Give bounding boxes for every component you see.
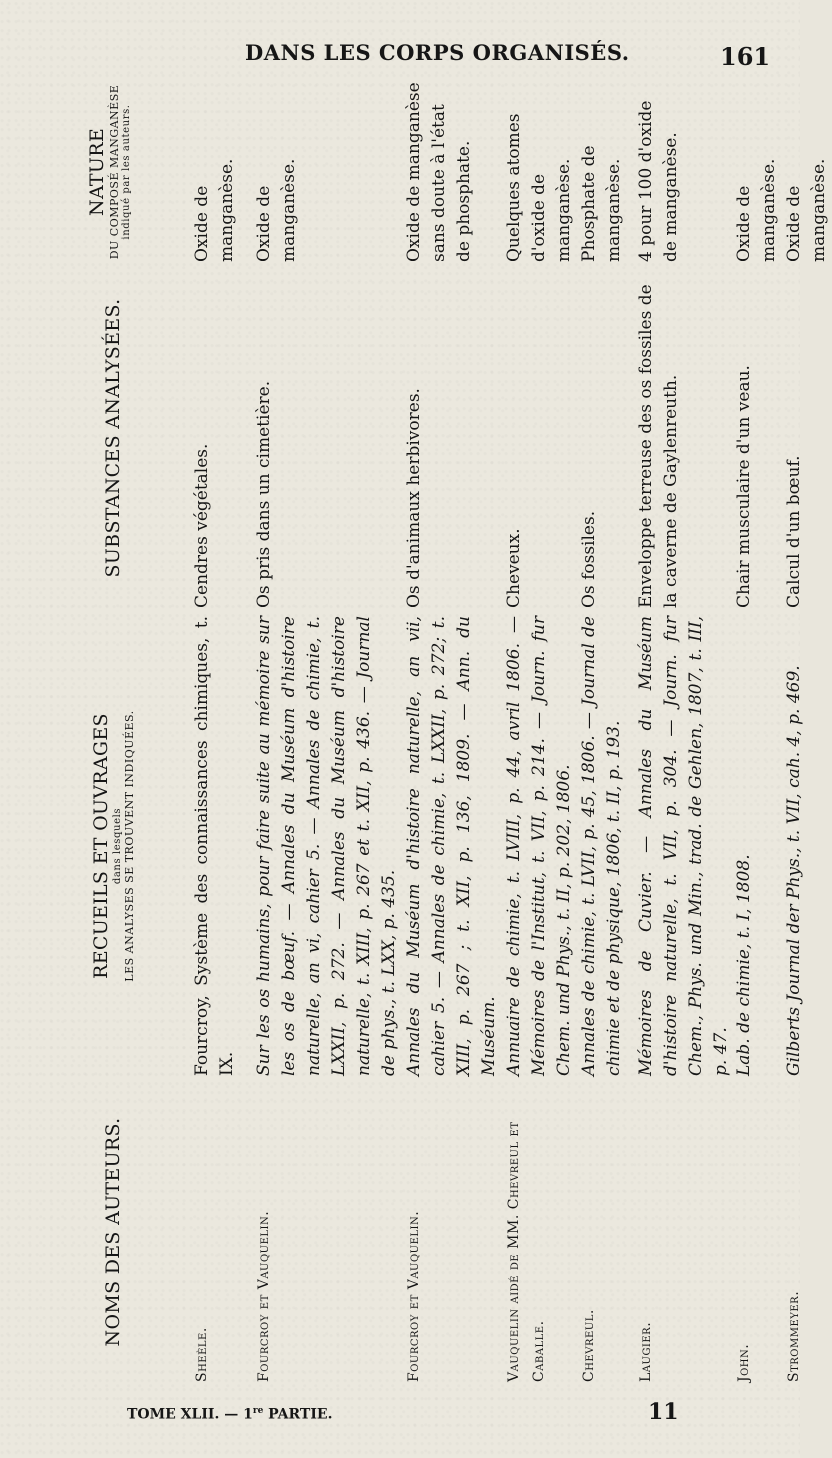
works-cell: Fourcroy, Système des connaissances chimiques, t. IX. [192,616,237,1076]
works-header-sub: dans lesquels [112,807,123,885]
nature-cell: Oxide de manganèse. [192,158,237,262]
nature-cell: Oxide de manganèse. [784,158,829,262]
nature-cell: Oxide de manganèse. [254,158,299,262]
author-cell: John. [736,1343,752,1382]
author-cell: Fourcroy et Vauquelin. [256,1210,272,1382]
works-cell: Annuaire de chimie, t. LVIII, p. 44, avril 1806. — Mémoires de l'Institut, t. VII, p. 214. — Journ. fur Chem. und Phys., t. II, p. 202, 1806. [504,616,574,1076]
works-cell: Mémoires de Cuvier. — Annales du Muséum d'histoire naturelle, t. VII, p. 304. — Journ. fur Chem., Phys. und Min., trad. de Gehlen, 1807, t. III, p. 47. [636,616,731,1076]
author-cell: Fourcroy et Vauquelin. [406,1210,422,1382]
works-cell: Gilberts Journal der Phys., t. VII, cah. 4, p. 469. [784,665,804,1076]
substance-cell: Os d'animaux herbivores. [404,388,424,608]
works-header-sub2: LES ANALYSES SE TROUVENT INDIQUÉES. [123,710,136,982]
page-number: 161 [720,42,771,71]
works-cell: Lab. de chimie, t. I, 1808. [734,854,754,1076]
column-header-nature [86,82,194,262]
substance-cell: Enveloppe terreuse des os fossiles de la caverne de Gaylenreuth. [636,284,681,608]
signature-mark: 11 [648,1399,679,1425]
works-cell: Annales de chimie, t. LVII, p. 45, 1806. — Journal de chimie et de physique, 1806, t. II, p. 193. [579,616,624,1076]
authors-header-label: NOMS DES AUTEURS. [102,1117,124,1347]
table-header [72,82,180,1382]
works-cell: Sur les os humains, pour faire suite au mémoire sur les os de bœuf. — Annales du Muséum d'histoire naturelle, an vi, cahier 5. — Annales de chimie, t. LXXII, p. 272. — Annales du Muséum d'histoire naturelle, t. XIII, p. 267 et t. XII, p. 436. — Journal de phys., t. LXX, p. 435. [254,616,399,1076]
substance-cell: Os fossiles. [579,510,599,608]
author-cell: Laugier. [638,1321,654,1382]
footer-volume-sup: re [252,1406,264,1416]
substance-cell: Chair musculaire d'un veau. [734,365,754,608]
author-cell: Vauquelin aidé de MM. Chevreul et Caballe. [506,1121,547,1382]
nature-cell: Phosphate de manganèse. [579,145,624,262]
works-header-label: RECUEILS ET OUVRAGES [90,713,112,979]
nature-header-sub2: indiqué par les auteurs. [121,104,132,240]
running-header: DANS LES CORPS ORGANISÉS. [245,40,630,65]
author-cell: Sheèle. [194,1327,210,1382]
author-cell: Strommeyer. [786,1290,802,1382]
footer-volume-rest: PARTIE. [263,1406,333,1423]
substance-cell: Cheveux. [504,528,524,608]
rotated-table [72,82,829,1382]
substance-cell: Cendres végétales. [192,443,212,608]
nature-cell: Oxide de manganèse. [734,158,779,262]
works-cell: Annales du Muséum d'histoire naturelle, an vii, cahier 5. — Annales de chimie, t. LXXII, p. 272; t. XIII, p. 267 ; t. XII, p. 136, 1809. — Ann. du Muséum. [404,616,499,1076]
substance-cell: Os pris dans un cimetière. [254,380,274,608]
substances-header-label: SUBSTANCES ANALYSÉES. [102,298,124,578]
footer-volume-text: TOME XLII. — 1 [127,1406,253,1423]
author-cell: Chevreul. [581,1309,597,1382]
nature-header-label: NATURE [86,128,108,216]
column-header-works [90,616,198,1076]
nature-cell: 4 pour 100 d'oxide de manganèse. [636,100,681,262]
nature-header-sub: DU COMPOSÉ MANGANÈSE [108,84,121,260]
substance-cell: Calcul d'un bœuf. [784,455,804,608]
footer-volume [127,1406,332,1423]
nature-cell: Oxide de manganèse sans doute à l'état de phosphate. [404,82,474,262]
nature-cell: Quelques atomes d'oxide de manganèse. [504,113,574,262]
